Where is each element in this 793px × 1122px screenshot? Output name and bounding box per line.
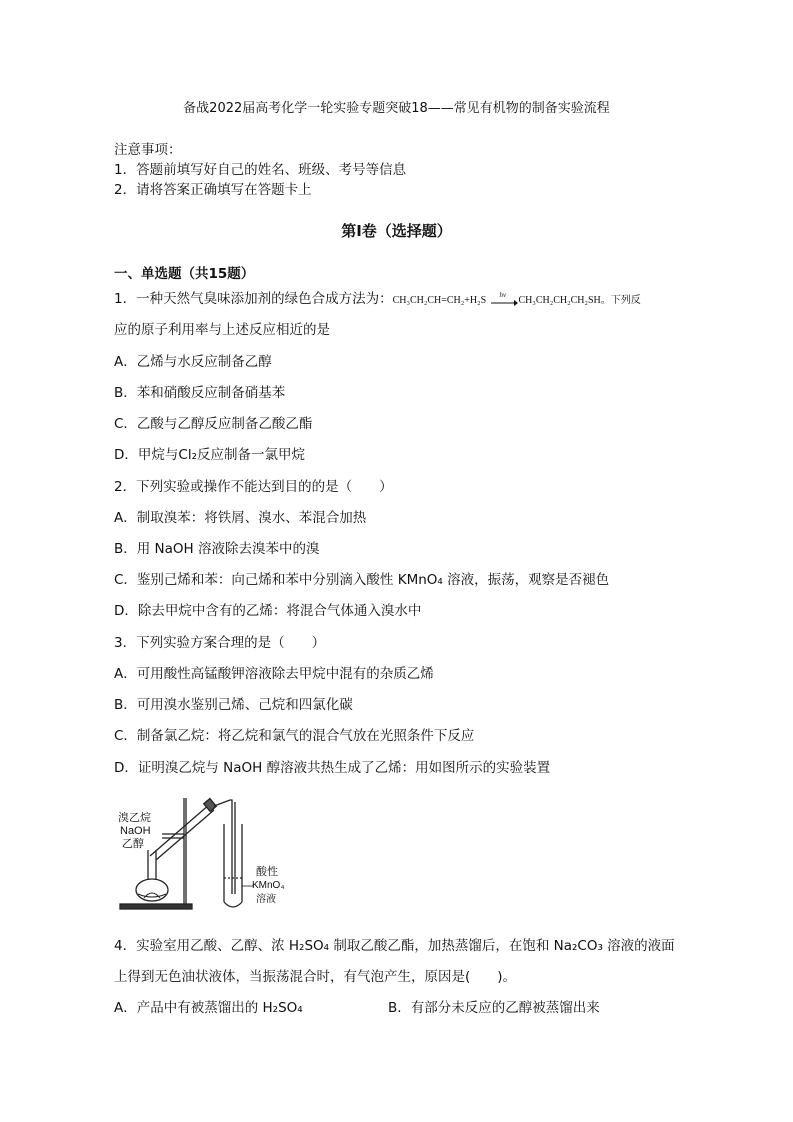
label-acidic: 酸性 xyxy=(256,866,278,878)
document-title: 备战2022届高考化学一轮实验专题突破18——常见有机物的制备实验流程 xyxy=(183,101,610,116)
q3-option-a: A．可用酸性高锰酸钾溶液除去甲烷中混有的杂质乙烯 xyxy=(114,666,434,682)
notice-item-2: 2．请将答案正确填写在答题卡上 xyxy=(114,182,312,198)
q2-option-d: D．除去甲烷中含有的乙烯：将混合气体通入溴水中 xyxy=(114,603,422,619)
label-bromoethane: 溴乙烷 xyxy=(118,812,151,824)
label-ethanol: 乙醇 xyxy=(122,838,144,850)
q1-option-a: A．乙烯与水反应制备乙醇 xyxy=(114,354,272,370)
q4-stem-line1: 4．实验室用乙酸、乙醇、浓 H₂SO₄ 制取乙酸乙酯，加热蒸馏后，在饱和 Na₂CO₃ 溶液的液面 xyxy=(114,938,675,954)
q1-stem-line1 xyxy=(114,290,641,310)
q1-condition: hν xyxy=(499,291,507,299)
q1-option-c: C．乙酸与乙醇反应制备乙酸乙酯 xyxy=(114,416,313,432)
q1-stem-line2: 应的原子利用率与上述反应相近的是 xyxy=(114,322,330,338)
notice-item-1: 1．答题前填写好自己的姓名、班级、考号等信息 xyxy=(114,162,407,178)
notice-heading: 注意事项： xyxy=(114,142,182,158)
q3-option-b: B．可用溴水鉴别己烯、己烷和四氯化碳 xyxy=(114,697,353,713)
q1-product: CH₃CH₂CH₂CH₂SH。下列反 xyxy=(518,295,641,306)
label-kmno4: KMnO₄ xyxy=(252,880,285,891)
volume-title: 第I卷（选择题） xyxy=(341,222,452,240)
q1-reactant: CH₃CH₂CH=CH₂+H₂S xyxy=(392,295,487,306)
q4-stem-line2: 上得到无色油状液体，当振荡混合时，有气泡产生，原因是( )。 xyxy=(114,969,517,985)
q4-option-b: B．有部分未反应的乙醇被蒸馏出来 xyxy=(388,1000,600,1016)
apparatus-figure xyxy=(114,794,314,916)
reaction-arrow xyxy=(490,291,518,304)
q1-option-d: D．甲烷与Cl₂反应制备一氯甲烷 xyxy=(114,447,305,463)
q3-option-d: D．证明溴乙烷与 NaOH 醇溶液共热生成了乙烯：用如图所示的实验装置 xyxy=(114,760,551,776)
q2-stem: 2．下列实验或操作不能达到目的的是（ ） xyxy=(114,479,393,495)
q2-option-c: C．鉴别己烯和苯：向己烯和苯中分别滴入酸性 KMnO₄ 溶液，振荡，观察是否褪色 xyxy=(114,572,610,588)
q3-stem: 3．下列实验方案合理的是（ ） xyxy=(114,635,326,651)
q2-option-b: B．用 NaOH 溶液除去溴苯中的溴 xyxy=(114,541,320,557)
q4-option-a: A．产品中有被蒸馏出的 H₂SO₄ xyxy=(114,1000,303,1016)
label-naoh: NaOH xyxy=(120,825,151,837)
part-title: 一、单选题（共15题） xyxy=(114,266,255,282)
q1-option-b: B．苯和硝酸反应制备硝基苯 xyxy=(114,385,286,401)
q2-option-a: A．制取溴苯：将铁屑、溴水、苯混合加热 xyxy=(114,510,367,526)
label-solution: 溶液 xyxy=(256,894,276,905)
q1-stem-prefix: 1．一种天然气臭味添加剂的绿色合成方法为： xyxy=(114,291,393,307)
q3-option-c: C．制备氯乙烷：将乙烷和氯气的混合气放在光照条件下反应 xyxy=(114,728,475,744)
